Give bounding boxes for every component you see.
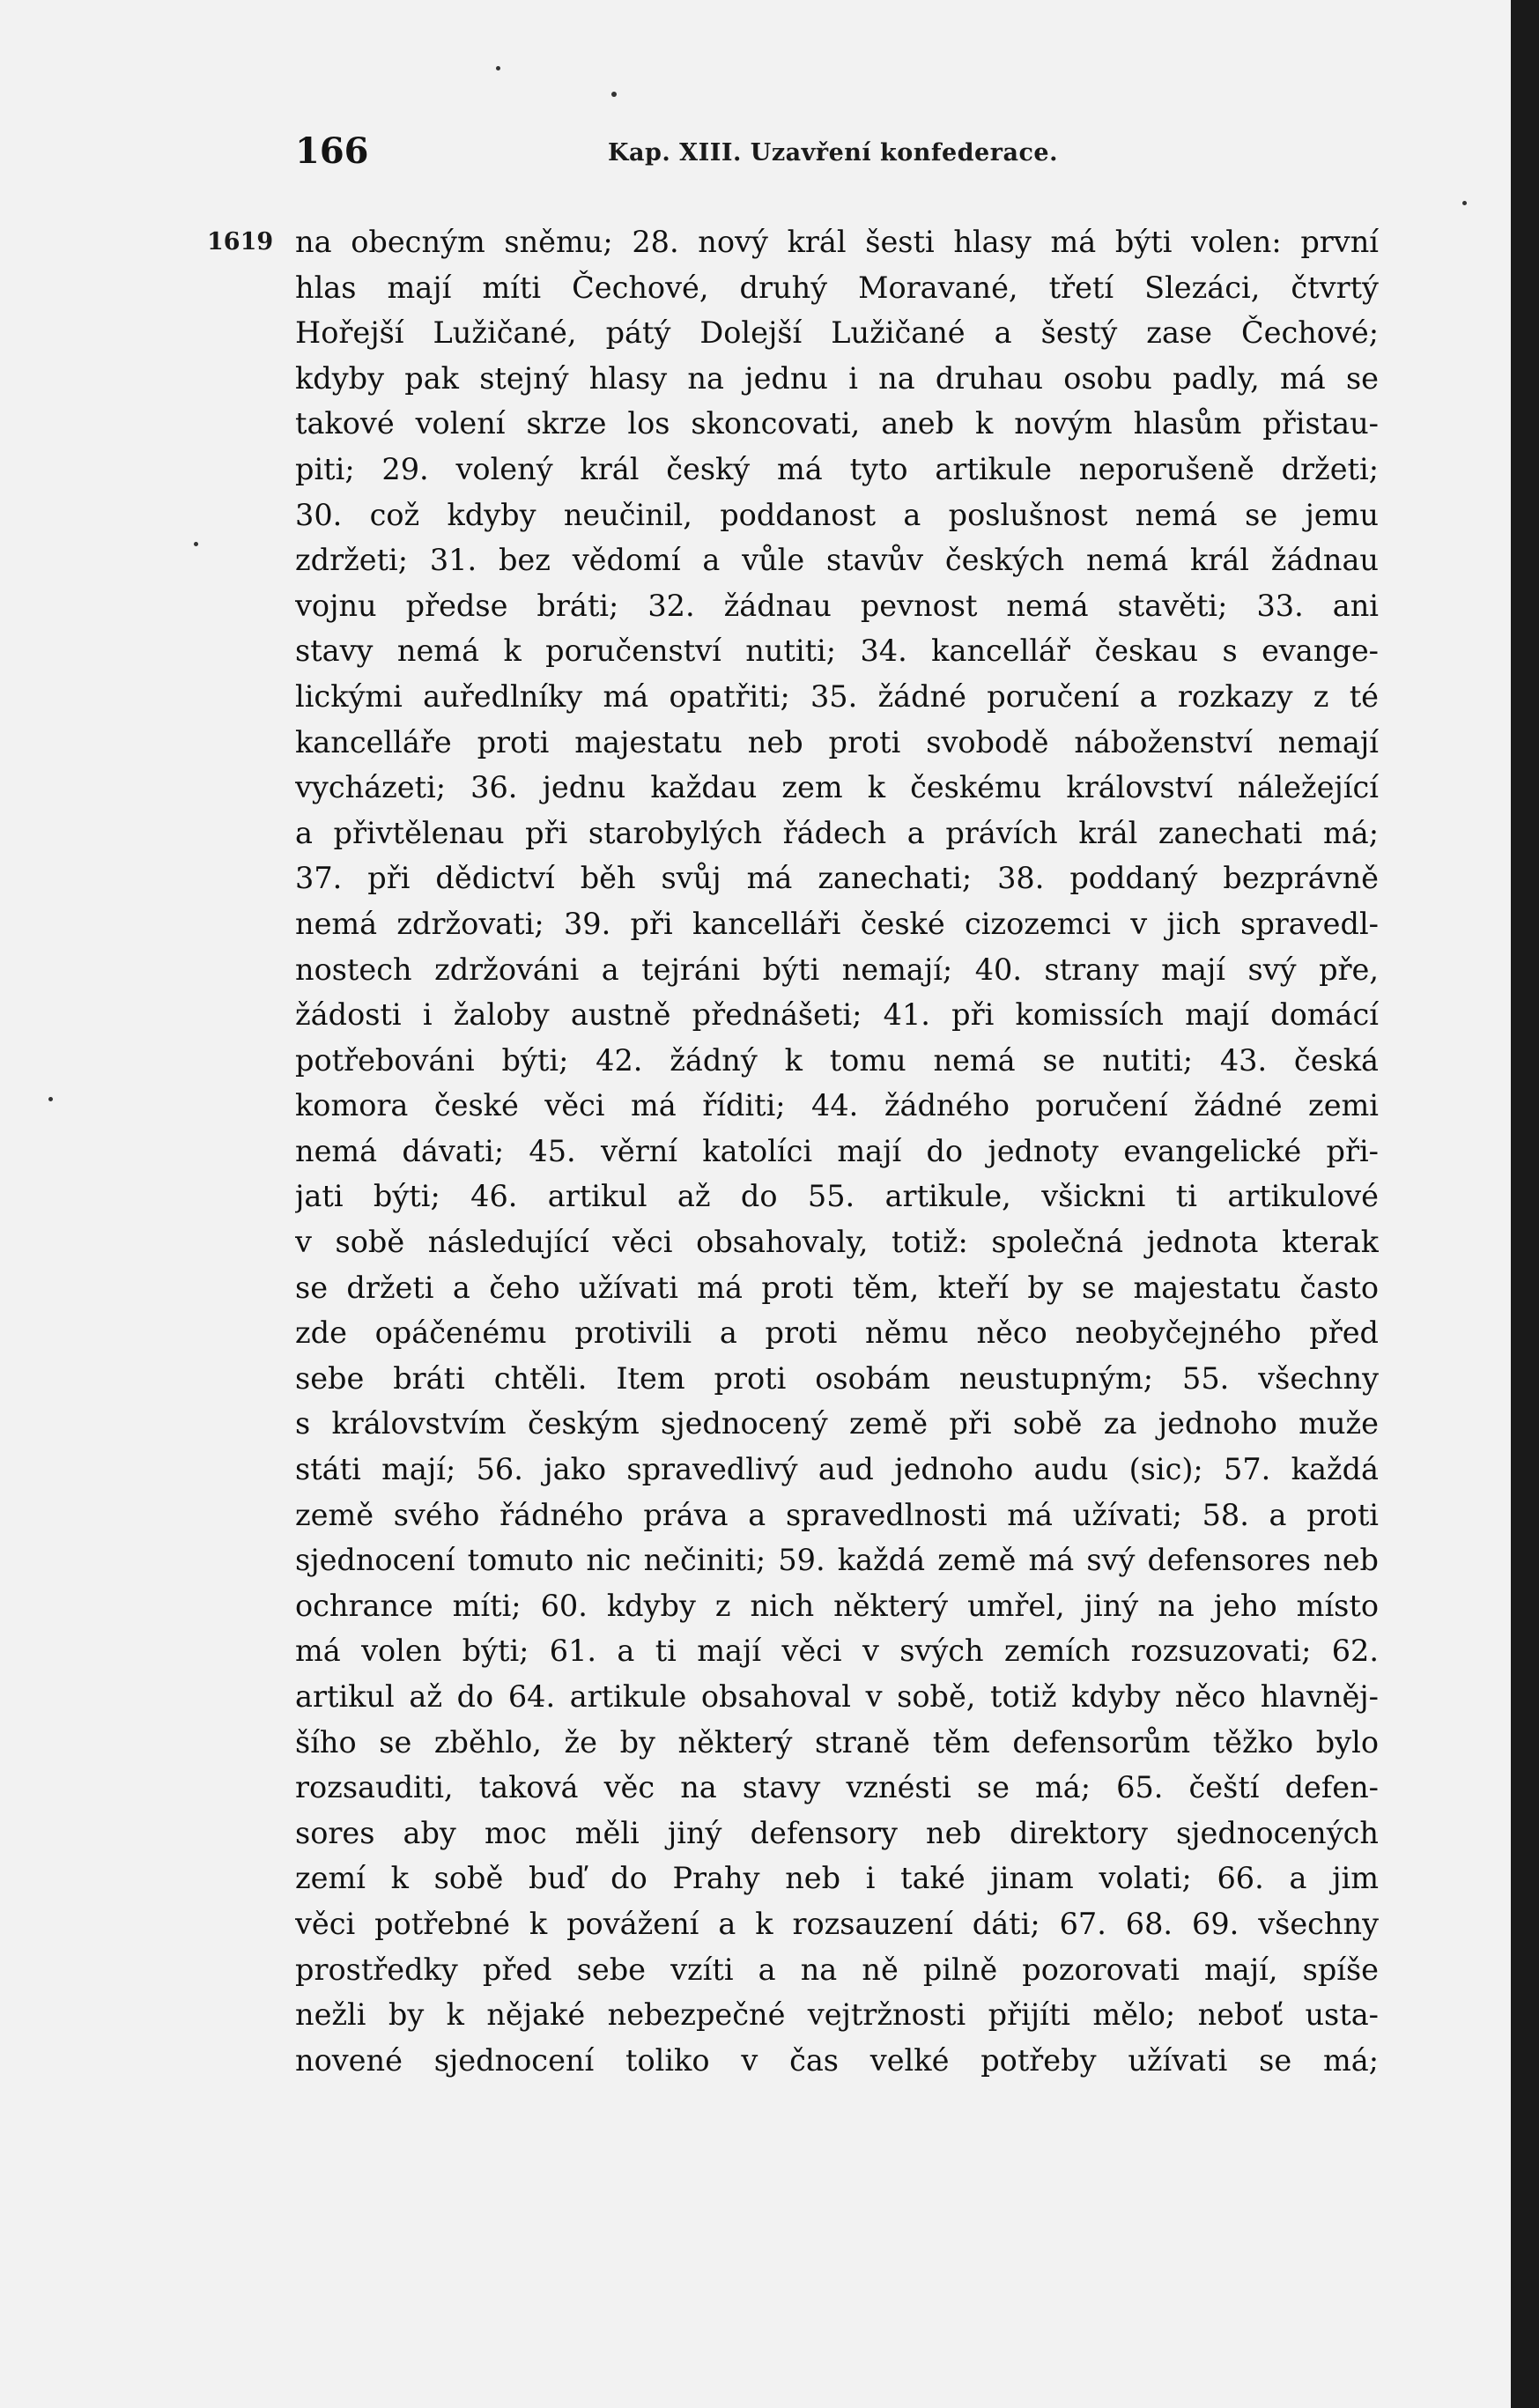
page-header <box>295 130 1379 183</box>
text-line: kancelláře proti majestatu neb proti svobodě náboženství nemají <box>295 724 1379 759</box>
text-line: má volen býti; 61. a ti mají věci v svých zemích rozsuzovati; 62. <box>295 1634 1379 1669</box>
text-line: v sobě následující věci obsahovaly, totiž: společná jednota kterak <box>295 1225 1379 1260</box>
text-line: šího se zběhlo, že by některý straně těm defensorům těžko bylo <box>295 1724 1379 1760</box>
text-line: zde opáčenému protivili a proti němu něco neobyčejného před <box>295 1315 1379 1351</box>
text-line: prostředky před sebe vzíti a na ně pilně pozorovati mají, spíše <box>295 1952 1379 1987</box>
text-line: rozsauditi, taková věc na stavy vznésti se má; 65. čeští defen- <box>295 1770 1379 1805</box>
body-text <box>295 219 1379 2083</box>
running-head: Kap. XIII. Uzavření konfederace. <box>608 139 1058 167</box>
text-line: piti; 29. volený král český má tyto artikule neporušeně držeti; <box>295 451 1379 486</box>
scan-speck <box>1462 201 1467 205</box>
text-line: na obecným sněmu; 28. nový král šesti hlasy má býti volen: první <box>295 225 1379 259</box>
text-line: artikul až do 64. artikule obsahoval v sobě, totiž kdyby něco hlavněj- <box>295 1679 1379 1714</box>
text-line: se držeti a čeho užívati má proti těm, kteří by se majestatu často <box>295 1270 1379 1305</box>
scan-speck <box>496 66 500 70</box>
text-line: a přivtělenau při starobylých řádech a právích král zanechati má; <box>295 815 1379 850</box>
text-line: s královstvím českým sjednocený země při sobě za jednoho muže <box>295 1406 1379 1441</box>
text-line: lickými auředlníky má opatřiti; 35. žádné poručení a rozkazy z té <box>295 678 1379 714</box>
text-line: 37. při dědictví běh svůj má zanechati; 38. poddaný bezprávně <box>295 861 1379 896</box>
text-line: kdyby pak stejný hlasy na jednu i na druhau osobu padly, má se <box>295 360 1379 396</box>
text-line: žádosti i žaloby austně přednášeti; 41. při komissích mají domácí <box>295 997 1379 1033</box>
text-line: takové volení skrze los skoncovati, aneb k novým hlasům přistau- <box>295 406 1379 441</box>
text-line: jati býti; 46. artikul až do 55. artikule, všickni ti artikulové <box>295 1179 1379 1214</box>
text-line: zemí k sobě buď do Prahy neb i také jinam volati; 66. a jim <box>295 1861 1379 1896</box>
text-line: vycházeti; 36. jednu každau zem k českému království náležející <box>295 770 1379 805</box>
text-line: sjednocení tomuto nic nečiniti; 59. každá země má svý defensores neb <box>295 1543 1379 1578</box>
text-line: země svého řádného práva a spravedlnosti má užívati; 58. a proti <box>295 1497 1379 1532</box>
text-line: nemá zdržovati; 39. při kancelláři české cizozemci v jich spravedl- <box>295 906 1379 941</box>
text-line: zdržeti; 31. bez vědomí a vůle stavův českých nemá král žádnau <box>295 543 1379 578</box>
text-line: novené sjednocení toliko v čas velké potřeby užívati se má; <box>295 2042 1379 2078</box>
page-number: 166 <box>295 130 369 172</box>
text-line: stavy nemá k poručenství nutiti; 34. kancellář českau s evange- <box>295 633 1379 669</box>
scan-dark-edge <box>1511 0 1539 2408</box>
text-line: komora české věci má říditi; 44. žádného poručení žádné zemi <box>295 1088 1379 1123</box>
margin-year-note: 1619 <box>207 228 274 256</box>
text-line: státi mají; 56. jako spravedlivý aud jednoho audu (sic); 57. každá <box>295 1452 1379 1487</box>
scan-speck <box>194 542 198 546</box>
text-line: nostech zdržováni a tejráni býti nemají; 40. strany mají svý pře, <box>295 952 1379 987</box>
text-line: 30. což kdyby neučinil, poddanost a poslušnost nemá se jemu <box>295 497 1379 532</box>
text-line: potřebováni býti; 42. žádný k tomu nemá se nutiti; 43. česká <box>295 1042 1379 1078</box>
text-line: nežli by k nějaké nebezpečné vejtržnosti přijíti mělo; neboť usta- <box>295 1997 1379 2033</box>
text-line: nemá dávati; 45. věrní katolíci mají do jednoty evangelické při- <box>295 1133 1379 1168</box>
scan-speck <box>48 1097 53 1101</box>
text-line: ochrance míti; 60. kdyby z nich některý umřel, jiný na jeho místo <box>295 1588 1379 1623</box>
text-line: sebe bráti chtěli. Item proti osobám neustupným; 55. všechny <box>295 1360 1379 1396</box>
text-line: Hořejší Lužičané, pátý Dolejší Lužičané a šestý zase Čechové; <box>295 315 1379 351</box>
text-line: sores aby moc měli jiný defensory neb direktory sjednocených <box>295 1815 1379 1850</box>
scan-speck <box>611 92 617 97</box>
text-line: vojnu předse bráti; 32. žádnau pevnost nemá stavěti; 33. ani <box>295 588 1379 623</box>
text-line: hlas mají míti Čechové, druhý Moravané, třetí Slezáci, čtvrtý <box>295 270 1379 305</box>
text-line: věci potřebné k povážení a k rozsauzení dáti; 67. 68. 69. všechny <box>295 1906 1379 1941</box>
